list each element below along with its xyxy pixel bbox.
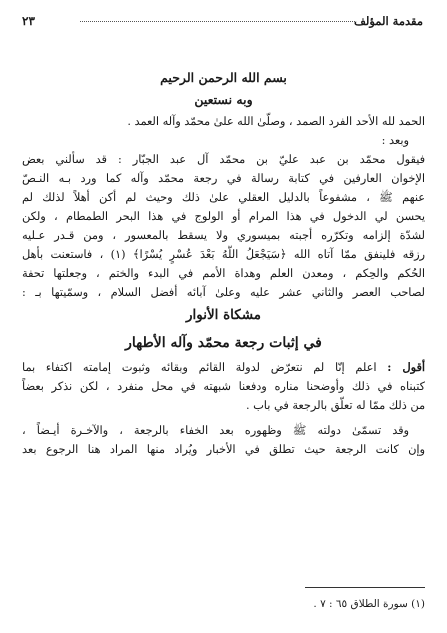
text-line: من ذلك ممّا له تعلّق بالرجعة في باب . bbox=[245, 399, 425, 412]
text-line bbox=[22, 358, 425, 377]
wabihi-nastain: وبه نستعين bbox=[194, 92, 253, 107]
text-line: الحُكم والحِكم ، ومعدن العلم وهداة الأمم في البدء والختم ، وجعلتها تحفة bbox=[22, 267, 425, 280]
text-line: الإخوان العارفين في كتابة رسالة في رجعة محمّد وآله كما ورد بـه النـصّ bbox=[22, 172, 425, 185]
page-number: ٢٣ bbox=[22, 14, 35, 28]
header-dot-leader bbox=[80, 21, 355, 22]
text-line: لشدّة إلزامه وتكرّره أجبته بميسوري ولا يسقط بالمعسور ، ومن قـدر عـليه bbox=[22, 229, 425, 242]
main-text bbox=[22, 68, 425, 459]
text-line: وإن كانت الرجعة حيث تطلق في الأخبار ويُراد منها المراد هنا الرجوع بعد bbox=[22, 443, 425, 456]
text-line: يحسن لي الدخول في هذا المرام أو الولوج في هذا البحر الطمطام ، ولكن bbox=[22, 210, 425, 223]
footnote: (١) سورة الطلاق ٦٥ : ٧ . bbox=[313, 598, 425, 610]
text-line: رزقه فلينفق ممّا آتاه الله ﴿سَيَجْعَلُ اللَّهُ بَعْدَ عُسْرٍ يُسْرًا﴾ (١) ، فاستعنت بأهل bbox=[22, 248, 425, 261]
text-line: عنهم ﷺ ، مشفوعاً بالدليل العقلي علىٰ ذلك وحيث لم أكن أهلاً لذلك لم bbox=[22, 191, 425, 204]
text-line: الحمد لله الأحد الفرد الصمد ، وصلّىٰ الله علىٰ محمّد وآله العمد . bbox=[127, 115, 425, 128]
book-subtitle-heading: في إثبات رجعة محمّد وآله الأطهار bbox=[125, 335, 322, 351]
text-line-content: اعلم إنّا لم نتعرّض لدولة القائم وبقائه وثبوت إمامته اكتفاء بما bbox=[22, 361, 377, 374]
footnote-rule bbox=[305, 587, 425, 588]
text-line: لصاحب العصر والثاني عشر عليه وعلىٰ آبائه أفضل السلام ، وسمّيتها بـ : bbox=[22, 286, 425, 299]
text-line: وبعد : bbox=[381, 134, 409, 147]
aqul-label: أقول : bbox=[387, 360, 425, 374]
header-title: مقدمة المؤلف bbox=[353, 14, 423, 28]
text-line: وقد تسمّىٰ دولته ﷺ وظهوره بعد الخفاء بالرجعة ، والآخـرة أيـضاً ، bbox=[22, 424, 409, 437]
book-title-heading: مشكاة الأنوار bbox=[185, 307, 262, 323]
basmala: بسم الله الرحمن الرحيم bbox=[160, 70, 287, 85]
running-header bbox=[22, 12, 423, 30]
text-line: فيقول محمّد بن عبد عليّ بن محمّد آل عبد الجبّار : قد سألني بعض bbox=[22, 153, 425, 166]
text-line: كتبناه في ذلك وأوضحنا مناره ودفعنا شبهته في محل منفرد ، لكن نذكر بعضاً bbox=[22, 380, 425, 393]
